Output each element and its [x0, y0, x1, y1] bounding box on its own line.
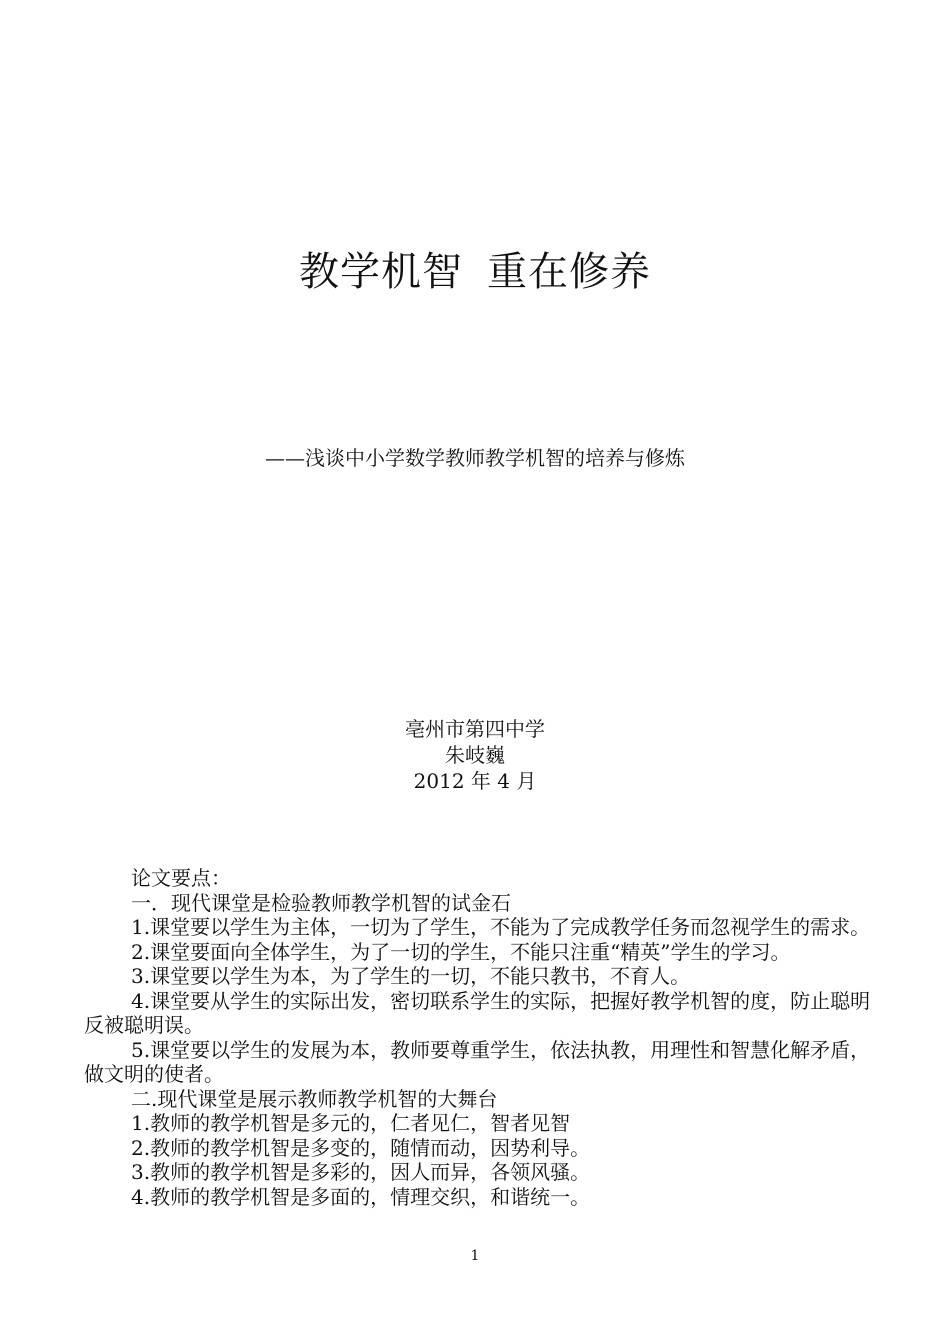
author-block	[0, 716, 950, 794]
title-part-1: 教学机智	[299, 249, 463, 295]
author-school: 亳州市第四中学	[405, 717, 545, 741]
section-1-item: 1.课堂要以学生为主体，一切为了学生，不能为了完成教学任务而忽视学生的需求。	[131, 915, 871, 939]
section-1-item: 4.课堂要从学生的实际出发，密切联系学生的实际，把握好教学机智的度，防止聪明反被聪明误。	[84, 988, 871, 1037]
section-2-item: 2.教师的教学机智是多变的，随情而动，因势利导。	[131, 1135, 591, 1160]
author-name: 朱岐巍	[445, 743, 505, 767]
page-subtitle: ——浅谈中小学数学教师教学机智的培养与修炼	[265, 446, 685, 470]
section-2-item: 3.教师的教学机智是多彩的，因人而异，各领风骚。	[131, 1160, 591, 1184]
section-1-item: 2.课堂要面向全体学生，为了一切的学生，不能只注重“精英”学生的学习。	[131, 939, 791, 964]
title-part-2: 重在修养	[487, 249, 651, 295]
page-title	[0, 244, 950, 300]
section-2-item: 4.教师的教学机智是多面的，情理交织，和谐统一。	[131, 1184, 591, 1209]
section-2-item: 1.教师的教学机智是多元的，仁者见仁，智者见智	[131, 1111, 571, 1135]
outline-heading: 论文要点：	[131, 866, 231, 890]
page-number: 1	[470, 1248, 480, 1264]
section-2-title: 二.现代课堂是展示教师教学机智的大舞台	[131, 1086, 498, 1111]
section-1-item: 3.课堂要以学生为本，为了学生的一切，不能只教书，不育人。	[131, 964, 691, 988]
author-date: 2012 年 4 月	[413, 769, 537, 793]
section-1-item: 5.课堂要以学生的发展为本，教师要尊重学生，依法执教，用理性和智慧化解矛盾，做文明的使者。	[84, 1037, 871, 1086]
outline-body	[84, 866, 874, 1209]
section-1-title: 一．现代课堂是检验教师教学机智的试金石	[131, 890, 511, 915]
